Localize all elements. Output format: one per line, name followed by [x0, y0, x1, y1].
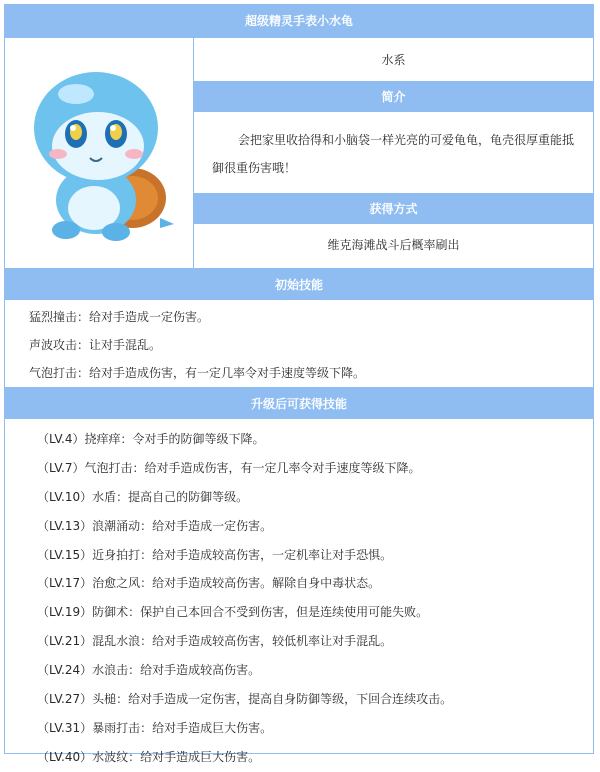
- intro-heading: 简介: [194, 82, 593, 112]
- pet-info-card: [4, 4, 594, 764]
- list-item: 声波攻击：让对手混乱。: [29, 338, 162, 352]
- list-item: （LV.13）浪潮涌动：给对手造成一定伤害。: [37, 518, 273, 533]
- pet-type: 水系: [194, 38, 593, 82]
- upgrade-skills-heading: 升级后可获得技能: [5, 387, 593, 419]
- initial-skills-heading: 初始技能: [5, 268, 593, 300]
- list-item: （LV.15）近身拍打：给对手造成较高伤害，一定机率让对手恐惧。: [37, 547, 393, 562]
- list-item: （LV.27）头槌：给对手造成一定伤害，提高自身防御等级，下回合连续攻击。: [37, 692, 453, 707]
- obtain-text: 维克海滩战斗后概率刷出: [327, 238, 460, 252]
- pet-image: [5, 38, 194, 268]
- obtain-heading: 获得方式: [194, 194, 593, 224]
- pet-summary: [5, 37, 593, 268]
- list-item: （LV.21）混乱水浪：给对手造成较高伤害，较低机率让对手混乱。: [37, 634, 393, 649]
- list-item: （LV.40）水波纹：给对手造成巨大伤害。: [37, 749, 261, 764]
- list-item: （LV.7）气泡打击：给对手造成伤害，有一定几率令对手速度等级下降。: [37, 460, 421, 475]
- list-item: （LV.10）水盾：提高自己的防御等级。: [37, 489, 249, 504]
- pet-details: [194, 38, 593, 268]
- list-item: （LV.24）水浪击：给对手造成较高伤害。: [37, 663, 261, 678]
- water-turtle-pet-icon: [14, 58, 184, 248]
- initial-skills-list: [5, 300, 593, 387]
- list-item: （LV.19）防御术：保护自己本回合不受到伤害，但是连续使用可能失败。: [37, 605, 429, 620]
- list-item: （LV.31）暴雨打击：给对手造成巨大伤害。: [37, 720, 273, 735]
- intro-text: 会把家里收拾得和小脑袋一样光亮的可爱龟龟，龟壳很厚重能抵御很重伤害哦！: [194, 112, 593, 194]
- list-item: 猛烈撞击：给对手造成一定伤害。: [29, 310, 210, 324]
- upgrade-skills-list: [5, 419, 593, 772]
- list-item: （LV.4）挠痒痒：令对手的防御等级下降。: [37, 432, 265, 446]
- list-item: （LV.17）治愈之风：给对手造成较高伤害。解除自身中毒状态。: [37, 576, 381, 591]
- list-item: 气泡打击：给对手造成伤害，有一定几率令对手速度等级下降。: [29, 366, 366, 380]
- pet-title: 超级精灵手表小水龟: [5, 5, 593, 37]
